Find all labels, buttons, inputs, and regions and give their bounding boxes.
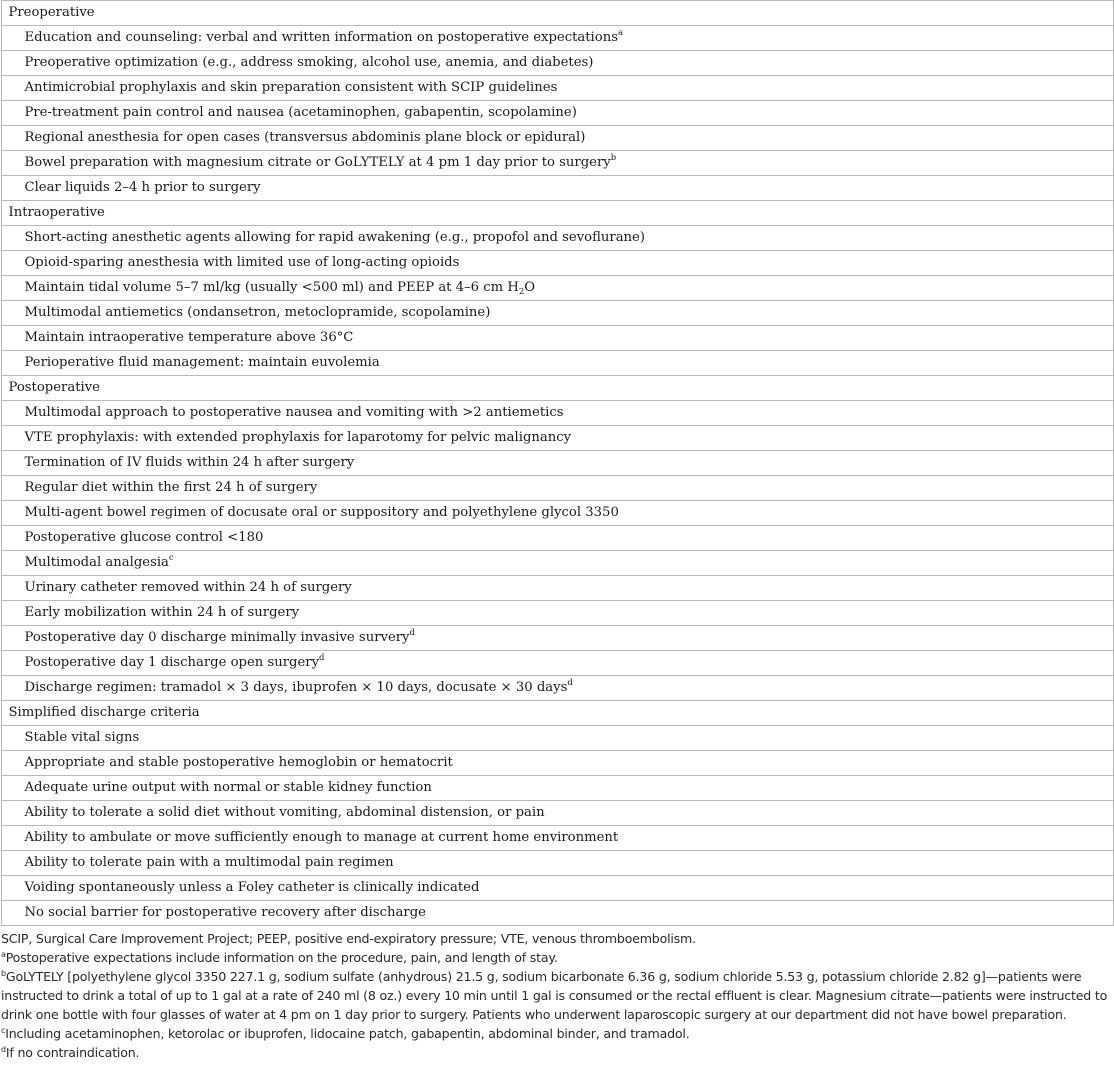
table-row [1, 851, 1113, 876]
row-item-text: Adequate urine output with normal or stable kidney function [1, 776, 1113, 801]
row-item-text: Ability to tolerate pain with a multimodal pain regimen [1, 851, 1113, 876]
row-item-text: Postoperative day 1 discharge open surgery$^d$ [1, 651, 1113, 676]
row-item-text: Early mobilization within 24 h of surgery [1, 601, 1113, 626]
footnote-marker: d [1, 1045, 6, 1054]
section-header-row [1, 1, 1113, 26]
row-item-text: Appropriate and stable postoperative hemoglobin or hematocrit [1, 751, 1113, 776]
table-row [1, 226, 1113, 251]
row-item-text: Preoperative optimization (e.g., address smoking, alcohol use, anemia, and diabetes) [1, 51, 1113, 76]
footnote-marker: b [1, 969, 6, 978]
row-item-text: Ability to tolerate a solid diet without vomiting, abdominal distension, or pain [1, 801, 1113, 826]
table-row [1, 601, 1113, 626]
row-item-text: Stable vital signs [1, 726, 1113, 751]
abbreviations-note: SCIP, Surgical Care Improvement Project; PEEP, positive end-expiratory pressure; VTE, venous thromboembolism. [1, 931, 696, 946]
subscript: 2 [518, 287, 525, 297]
table-row [1, 301, 1113, 326]
table-row [1, 576, 1113, 601]
row-item-text: Urinary catheter removed within 24 h of surgery [1, 576, 1113, 601]
table-row [1, 51, 1113, 76]
table-row [1, 451, 1113, 476]
footnote-marker: c [168, 553, 174, 563]
section-title: Intraoperative [1, 201, 1113, 226]
table-row [1, 801, 1113, 826]
table-row [1, 251, 1113, 276]
table-row [1, 476, 1113, 501]
table-row [1, 626, 1113, 651]
table-row [1, 651, 1113, 676]
table-row [1, 326, 1113, 351]
section-title: Preoperative [1, 1, 1113, 26]
protocol-table-body [1, 1, 1113, 926]
row-item-text: Multimodal approach to postoperative nausea and vomiting with >2 antiemetics [1, 401, 1113, 426]
table-row [1, 426, 1113, 451]
row-item-text: Antimicrobial prophylaxis and skin preparation consistent with SCIP guidelines [1, 76, 1113, 101]
row-item-text: No social barrier for postoperative recovery after discharge [1, 901, 1113, 926]
row-item-text: Postoperative day 0 discharge minimally invasive survery$^d$ [1, 626, 1113, 651]
section-header-row [1, 701, 1113, 726]
table-row [1, 26, 1113, 51]
section-title: Postoperative [1, 376, 1113, 401]
row-item-text: Maintain tidal volume 5–7 ml/kg (usually <500 ml) and PEEP at 4–6 cm $H_2O$ [1, 276, 1113, 301]
table-row [1, 126, 1113, 151]
row-item-text: Clear liquids 2–4 h prior to surgery [1, 176, 1113, 201]
table-row [1, 901, 1113, 926]
footnote-marker: d [409, 628, 415, 638]
table-row [1, 501, 1113, 526]
row-item-text: Bowel preparation with magnesium citrate or GoLYTELY at 4 pm 1 day prior to surgery$^b$ [1, 151, 1113, 176]
row-item-text: Ability to ambulate or move sufficiently enough to manage at current home environment [1, 826, 1113, 851]
table-row [1, 101, 1113, 126]
row-item-text: Opioid-sparing anesthesia with limited use of long-acting opioids [1, 251, 1113, 276]
table-footnotes [1, 929, 1111, 1062]
footnote: $^d$If no contraindication. [1, 1045, 140, 1060]
row-item-text: Termination of IV fluids within 24 h after surgery [1, 451, 1113, 476]
footnote-marker: d [567, 678, 573, 688]
table-row [1, 151, 1113, 176]
section-title: Simplified discharge criteria [1, 701, 1113, 726]
table-row [1, 676, 1113, 701]
table-row [1, 401, 1113, 426]
row-item-text: VTE prophylaxis: with extended prophylaxis for laparotomy for pelvic malignancy [1, 426, 1113, 451]
table-row [1, 526, 1113, 551]
row-item-text: Pre-treatment pain control and nausea (acetaminophen, gabapentin, scopolamine) [1, 101, 1113, 126]
row-item-text: Voiding spontaneously unless a Foley catheter is clinically indicated [1, 876, 1113, 901]
table-row [1, 726, 1113, 751]
table-row [1, 751, 1113, 776]
table-row [1, 776, 1113, 801]
footnote: $^c$Including acetaminophen, ketorolac or ibuprofen, lidocaine patch, gabapentin, abdominal binder, and tramadol. [1, 1026, 690, 1041]
row-item-text: Short-acting anesthetic agents allowing for rapid awakening (e.g., propofol and sevoflurane) [1, 226, 1113, 251]
footnote-marker: a [1, 950, 6, 959]
table-row [1, 876, 1113, 901]
section-header-row [1, 376, 1113, 401]
row-item-text: Discharge regimen: tramadol × 3 days, ibuprofen × 10 days, docusate × 30 days$^d$ [1, 676, 1113, 701]
table-row [1, 76, 1113, 101]
row-item-text: Multi-agent bowel regimen of docusate oral or suppository and polyethylene glycol 3350 [1, 501, 1113, 526]
row-item-text: Regional anesthesia for open cases (transversus abdominis plane block or epidural) [1, 126, 1113, 151]
footnote-marker: d [319, 653, 325, 663]
row-item-text: Education and counseling: verbal and written information on postoperative expectations$^a$ [1, 26, 1113, 51]
footnote: $^a$Postoperative expectations include information on the procedure, pain, and length of stay. [1, 950, 558, 965]
table-row [1, 351, 1113, 376]
row-item-text: Postoperative glucose control <180 [1, 526, 1113, 551]
table-row [1, 176, 1113, 201]
protocol-table [1, 0, 1114, 926]
row-item-text: Regular diet within the first 24 h of surgery [1, 476, 1113, 501]
footnote-list [1, 948, 1111, 1062]
footnote: $^b$GoLYTELY [polyethylene glycol 3350 227.1 g, sodium sulfate (anhydrous) 21.5 g, sodium bicarbonate 6.36 g, sodium chloride 5.53 g, potassium chloride 2.82 g]—patients were instructed to drink a total of up to 1 gal at a rate of 240 ml (8 oz.) every 10 min until 1 gal is consumed or the rectal effluent is clear. Magnesium citrate—patients were instructed to drink one bottle with four glasses of water at 4 pm on 1 day prior to surgery. Patients who underwent laparoscopic surgery at our department did not have bowel preparation. [1, 969, 1108, 1022]
row-item-text: Maintain intraoperative temperature above 36°C [1, 326, 1113, 351]
table-row [1, 826, 1113, 851]
footnote-marker: a [617, 28, 624, 38]
section-header-row [1, 201, 1113, 226]
table-row [1, 276, 1113, 301]
footnote-marker: b [610, 153, 617, 163]
row-item-text: Multimodal antiemetics (ondansetron, metoclopramide, scopolamine) [1, 301, 1113, 326]
footnote-marker: c [1, 1026, 6, 1035]
row-item-text: Perioperative fluid management: maintain euvolemia [1, 351, 1113, 376]
table-row [1, 551, 1113, 576]
row-item-text: Multimodal analgesia$^c$ [1, 551, 1113, 576]
